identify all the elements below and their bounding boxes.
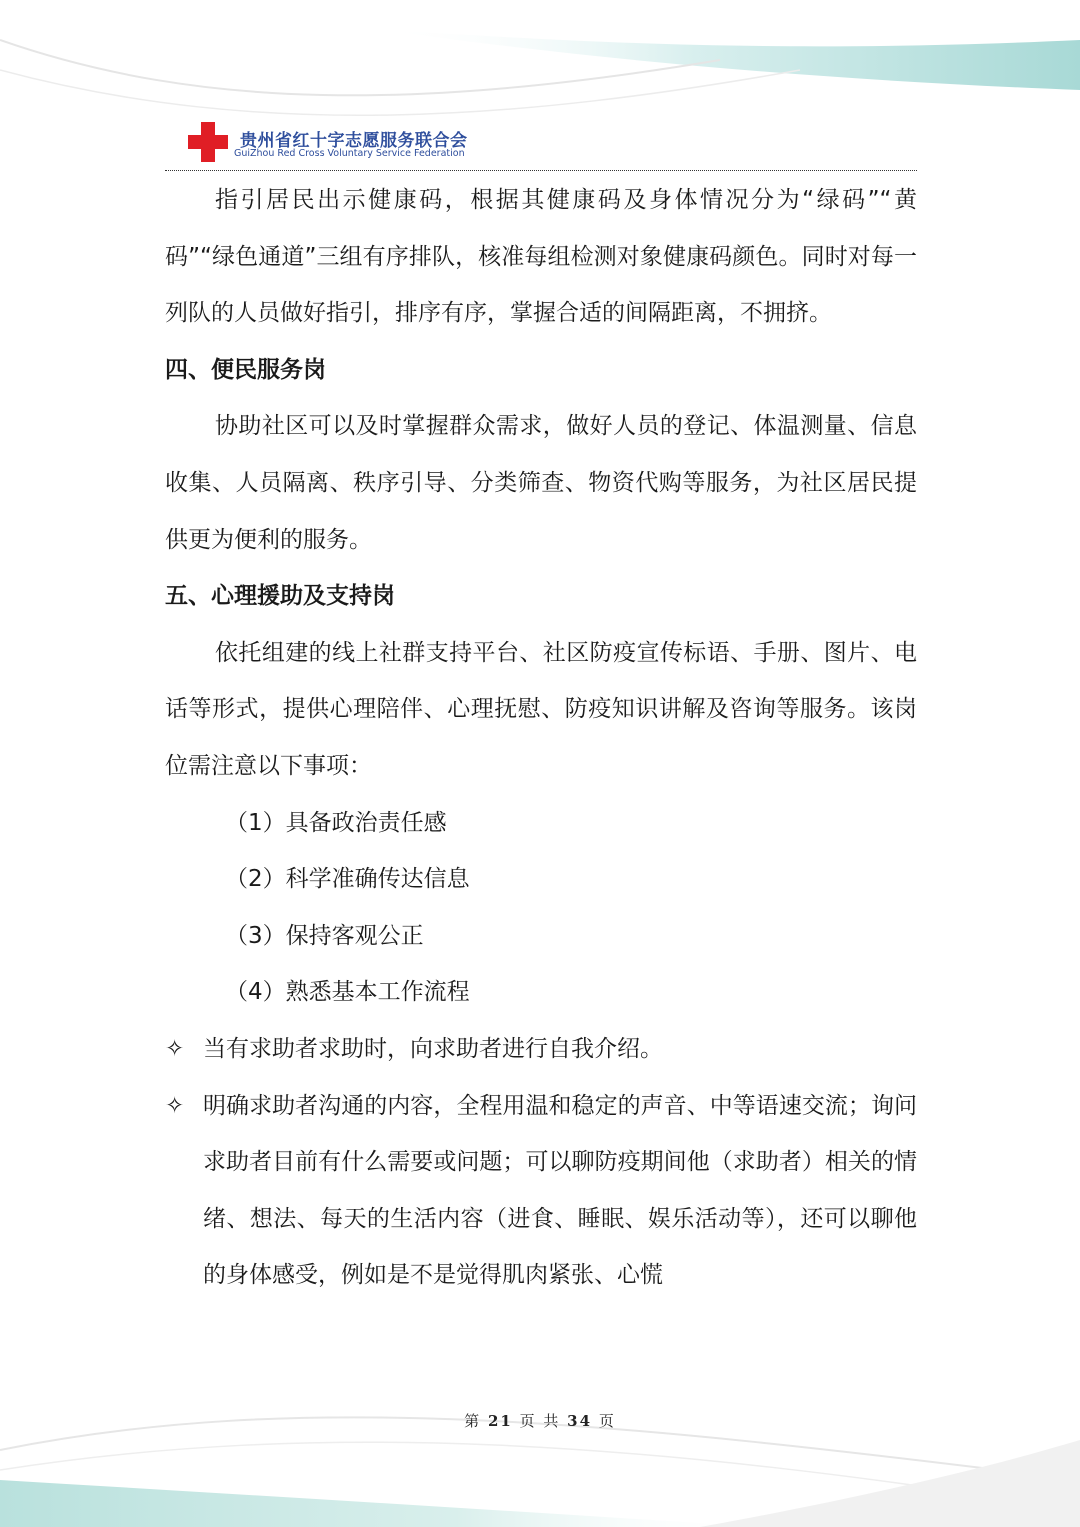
paragraph-queue-guidance: 指引居民出示健康码，根据其健康码及身体情况分为“绿码”“黄码”“绿色通道”三组有序排队，核准每组检测对象健康码颜色。同时对每一列队的人员做好指引，排序有序，掌握合适的间隔距离，不拥挤。 [165, 187, 917, 327]
list-item: （3）保持客观公正 [225, 922, 424, 949]
red-cross-icon [188, 122, 228, 162]
document-header [188, 122, 918, 172]
list-item: （1）具备政治责任感 [225, 809, 447, 836]
section-heading-5: 五、心理援助及支持岗 [165, 583, 395, 610]
org-name-en: GuiZhou Red Cross Voluntary Service Federation [234, 148, 465, 159]
bullet-text: 明确求助者沟通的内容，全程用温和稳定的声音、中等语速交流；询问求助者目前有什么需要或问题；可以聊防疫期间他（求助者）相关的情绪、想法、每天的生活内容（进食、睡眠、娱乐活动等），还可以聊他的身体感受，例如是不是觉得肌肉紧张、心慌 [203, 1092, 917, 1289]
org-name-cn: 贵州省红十字志愿服务联合会 [240, 131, 468, 151]
list-item: （4）熟悉基本工作流程 [225, 979, 470, 1006]
page-number-mid: 页 共 [519, 1412, 561, 1430]
header-divider [165, 170, 917, 171]
total-pages: 34 [567, 1412, 593, 1430]
paragraph-convenience-service: 协助社区可以及时掌握群众需求，做好人员的登记、体温测量、信息收集、人员隔离、秩序引导、分类筛查、物资代购等服务，为社区居民提供更为便利的服务。 [165, 413, 917, 553]
page-number-prefix: 第 [464, 1412, 482, 1430]
diamond-bullet-icon: ✧ [165, 1035, 185, 1062]
bullet-item [165, 1021, 917, 1078]
page-body [165, 172, 917, 1304]
current-page: 21 [487, 1412, 513, 1430]
bullet-text: 当有求助者求助时，向求助者进行自我介绍。 [203, 1035, 663, 1062]
page-number [0, 1410, 1080, 1431]
diamond-bullet-icon: ✧ [165, 1092, 185, 1119]
paragraph-psychological-support: 依托组建的线上社群支持平台、社区防疫宣传标语、手册、图片、电话等形式，提供心理陪伴、心理抚慰、防疫知识讲解及咨询等服务。该岗位需注意以下事项： [165, 639, 917, 779]
bullet-item [165, 1078, 917, 1304]
list-item: （2）科学准确传达信息 [225, 866, 470, 893]
section-heading-4: 四、便民服务岗 [165, 356, 326, 383]
page-number-suffix: 页 [598, 1412, 616, 1430]
